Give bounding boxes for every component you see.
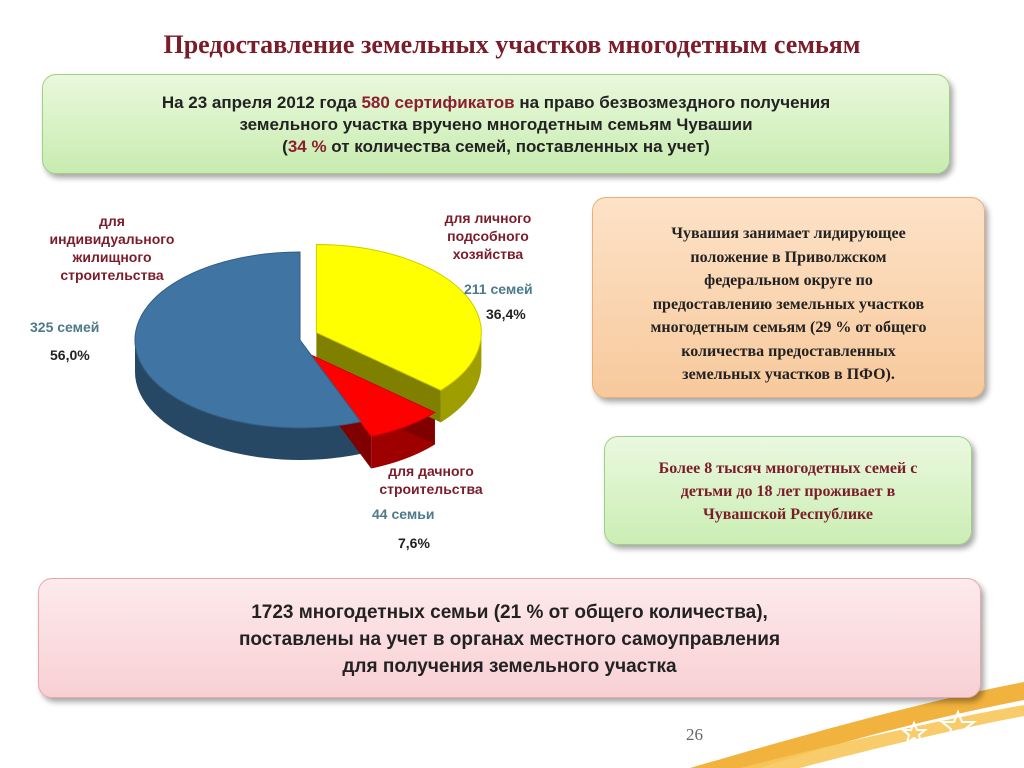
label-dacha-construction: для дачного строительства bbox=[379, 463, 483, 497]
families-count-box: Более 8 тысяч многодетных семей с детьми до 18 лет проживает в Чувашской Республике bbox=[604, 436, 972, 545]
summary-line-2: земельного участка вручено многодетным семьям Чувашии bbox=[239, 115, 753, 134]
percent-personal-farming: 36,4% bbox=[486, 306, 526, 322]
count-personal-farming: 211 семей bbox=[464, 281, 533, 297]
percent-individual-housing: 56,0% bbox=[50, 347, 90, 363]
percent-dacha-construction: 7,6% bbox=[398, 535, 430, 551]
certificates-count: 580 сертификатов bbox=[361, 93, 515, 112]
summary-line-3: (34 % от количества семей, поставленных на учет) bbox=[282, 137, 710, 156]
count-dacha-construction: 44 семьи bbox=[372, 506, 435, 522]
slide-title: Предоставление земельных участков многодетным семьям bbox=[163, 30, 861, 59]
summary-line-1: На 23 апреля 2012 года 580 сертификатов на право безвозмездного получения bbox=[161, 93, 831, 112]
certificates-percent: 34 % bbox=[287, 137, 327, 156]
leadership-info-box: Чувашия занимает лидирующее положение в Приволжском федеральном округе по предоставлению земельных участков многодетным семьям (29 % от общего количества предоставленных земельных участков в ПФО). bbox=[592, 197, 985, 398]
label-individual-housing: для индивидуального жилищного строительства bbox=[49, 213, 175, 283]
count-individual-housing: 325 семей bbox=[30, 319, 100, 335]
page-number: 26 bbox=[686, 725, 703, 744]
registered-families-box: 1723 многодетных семьи (21 % от общего количества), поставлены на учет в органах местного самоуправления для получения земельного участка bbox=[38, 578, 981, 698]
label-personal-farming: для личного подсобного хозяйства bbox=[444, 210, 532, 262]
star-icon bbox=[986, 732, 1014, 757]
certificates-summary-box bbox=[42, 74, 950, 174]
